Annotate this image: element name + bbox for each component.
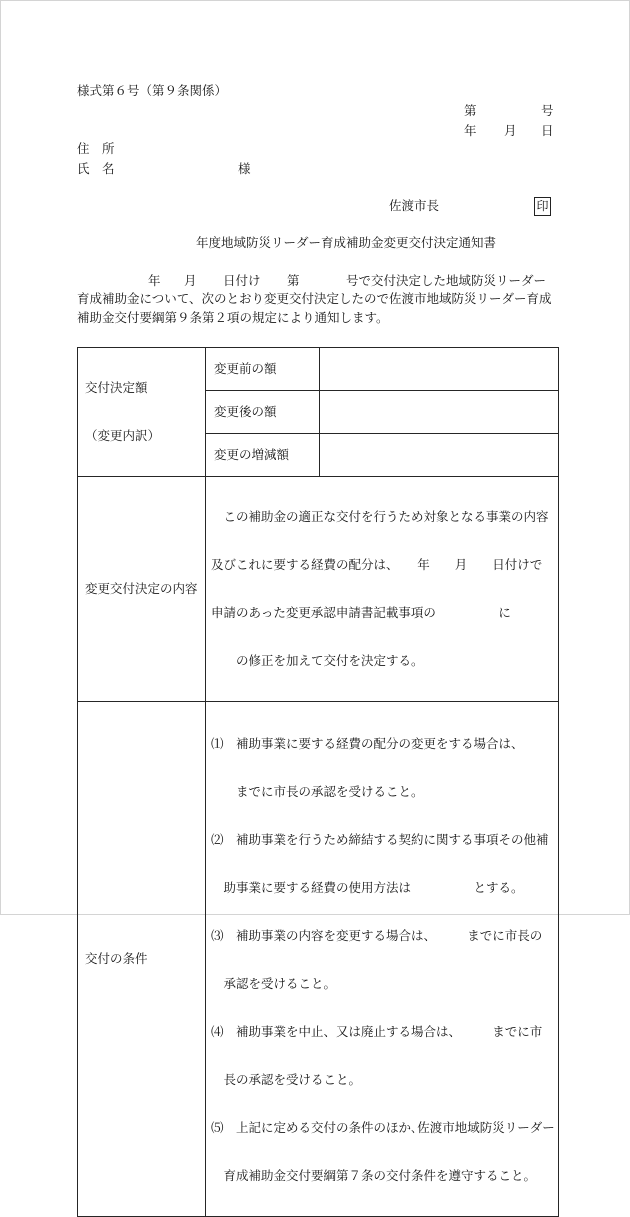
decision-line: この補助金の適正な交付を行うため対象となる事業の内容 <box>211 509 549 524</box>
date-month-label: 月 <box>504 123 517 138</box>
date-day-label: 日 <box>541 123 554 138</box>
body-line-3: 補助金交付要綱第９条第２項の規定により通知します。 <box>77 310 389 325</box>
body-month-label: 月 <box>184 273 197 288</box>
issuer-name: 佐渡市長 <box>389 198 440 213</box>
condition-line: 長の承認を受けること。 <box>211 1072 362 1087</box>
recipient-honorific: 様 <box>238 161 251 176</box>
document-title: 年度地域防災リーダー育成補助金変更交付決定通知書 <box>196 235 497 250</box>
condition-line: 助事業に要する経費の使用方法は とする。 <box>211 880 524 895</box>
condition-line: ⑸ 上記に定める交付の条件のほか､佐渡市地域防災リーダー <box>211 1120 555 1135</box>
condition-line: ⑷ 補助事業を中止、又は廃止する場合は、 までに市 <box>211 1024 543 1039</box>
table-row <box>78 702 559 1217</box>
amount-before-value <box>320 348 559 391</box>
form-number-label: 様式第６号（第９条関係） <box>77 83 228 98</box>
table-row <box>78 348 559 391</box>
document-number-prefix: 第 <box>464 103 477 118</box>
condition-line: ⑴ 補助事業に要する経費の配分の変更をする場合は、 <box>211 736 524 751</box>
recipient-address-label: 住 所 <box>77 141 115 156</box>
conditions-label: 交付の条件 <box>78 702 206 1217</box>
document-number-suffix: 号 <box>541 103 554 118</box>
decision-content <box>206 477 559 702</box>
date-year-label: 年 <box>464 123 477 138</box>
body-number-prefix: 第 <box>287 273 300 288</box>
body-day-label: 日付け <box>223 273 261 288</box>
amount-diff-label: 変更の増減額 <box>206 433 320 476</box>
amount-after-value <box>320 391 559 433</box>
decision-line: 及びこれに要する経費の配分は、 年 月 日付けで <box>211 557 543 572</box>
condition-line: までに市長の承認を受けること。 <box>211 784 424 799</box>
amount-before-label: 変更前の額 <box>206 348 320 391</box>
amount-diff-value <box>320 433 559 476</box>
amount-label-cell <box>78 348 206 477</box>
body-line-1-text: 号で交付決定した地域防災リーダー <box>346 273 547 288</box>
body-line-2: 育成補助金について、次のとおり変更交付決定したので佐渡市地域防災リーダー育成 <box>77 291 552 306</box>
amount-label: 交付決定額 <box>85 380 148 395</box>
table-row <box>78 477 559 702</box>
condition-line: ⑶ 補助事業の内容を変更する場合は、 までに市長の <box>211 928 543 943</box>
amount-sublabel: （変更内訳） <box>85 428 161 443</box>
seal-box: 印 <box>534 197 551 216</box>
body-year-label: 年 <box>148 273 161 288</box>
conditions-content <box>206 702 559 1217</box>
decision-table <box>77 347 559 1217</box>
recipient-name-label: 氏 名 <box>77 161 115 176</box>
condition-line: 育成補助金交付要綱第７条の交付条件を遵守すること。 <box>211 1168 537 1183</box>
decision-line: 申請のあった変更承認申請書記載事項の に <box>211 605 511 620</box>
amount-after-label: 変更後の額 <box>206 391 320 433</box>
decision-line: の修正を加えて交付を決定する。 <box>211 653 424 668</box>
decision-label: 変更交付決定の内容 <box>78 477 206 702</box>
condition-line: ⑵ 補助事業を行うため締結する契約に関する事項その他補 <box>211 832 549 847</box>
condition-line: 承認を受けること。 <box>211 976 337 991</box>
